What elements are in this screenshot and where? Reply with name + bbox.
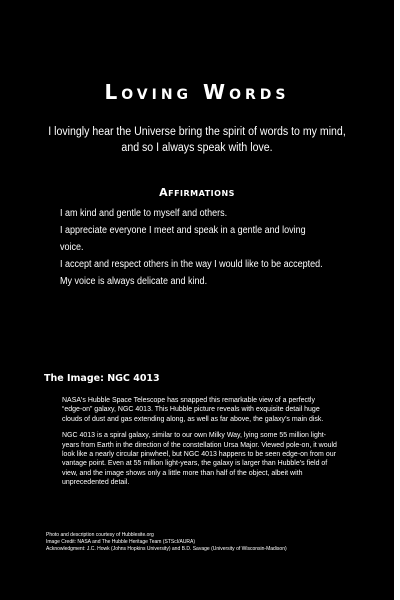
description-paragraph: NASA's Hubble Space Telescope has snapped this remarkable view of a perfectly “edge-on” galaxy, NGC 4013. This Hubble picture reveals with exquisite detail huge clouds of dust and gas extending along, as well as far above, the galaxy’s main disk.: [62, 397, 324, 423]
credit-line: Acknowledgment: J.C. Howk (Johns Hopkins University) and B.D. Savage (University of Wisconsin-Madison): [46, 546, 287, 552]
affirmation-item: I accept and respect others in the way I would like to be accepted.: [60, 259, 323, 270]
intro-line: and so I always speak with love.: [121, 142, 273, 154]
affirmation-item: My voice is always delicate and kind.: [60, 276, 208, 287]
image-section-heading: The Image: NGC 4013: [44, 373, 160, 384]
credit-line: Photo and description courtesy of Hubblesite.org: [46, 532, 154, 538]
affirmation-item: I appreciate everyone I meet and speak in a gentle and loving voice.: [60, 225, 306, 253]
intro-line: I lovingly hear the Universe bring the spirit of words to my mind,: [48, 126, 346, 138]
intro-text: [43, 124, 350, 156]
credit-line: Image Credit: NASA and The Hubble Heritage Team (STScI/AURA): [46, 539, 196, 545]
page-title: Loving Words: [104, 80, 290, 104]
affirmation-item: I am kind and gentle to myself and others.: [60, 208, 228, 219]
affirmations-list: [60, 205, 330, 290]
image-description: [62, 396, 337, 495]
image-credits: [46, 532, 376, 553]
description-paragraph: NGC 4013 is a spiral galaxy, similar to our own Milky Way, lying some 55 million light-years from Earth in the direction of the constellation Ursa Major. Viewed pole-on, it would look like a nearly circular pinwheel, but NGC 4013 happens to be seen edge-on from our vantage point. Even at 55 million light-years, the galaxy is larger than Hubble’s field of view, and the image shows only a little more than half of the object, albeit with unprecedented detail.: [62, 432, 337, 487]
affirmations-heading: Affirmations: [159, 186, 235, 199]
page-edge: [394, 0, 400, 600]
